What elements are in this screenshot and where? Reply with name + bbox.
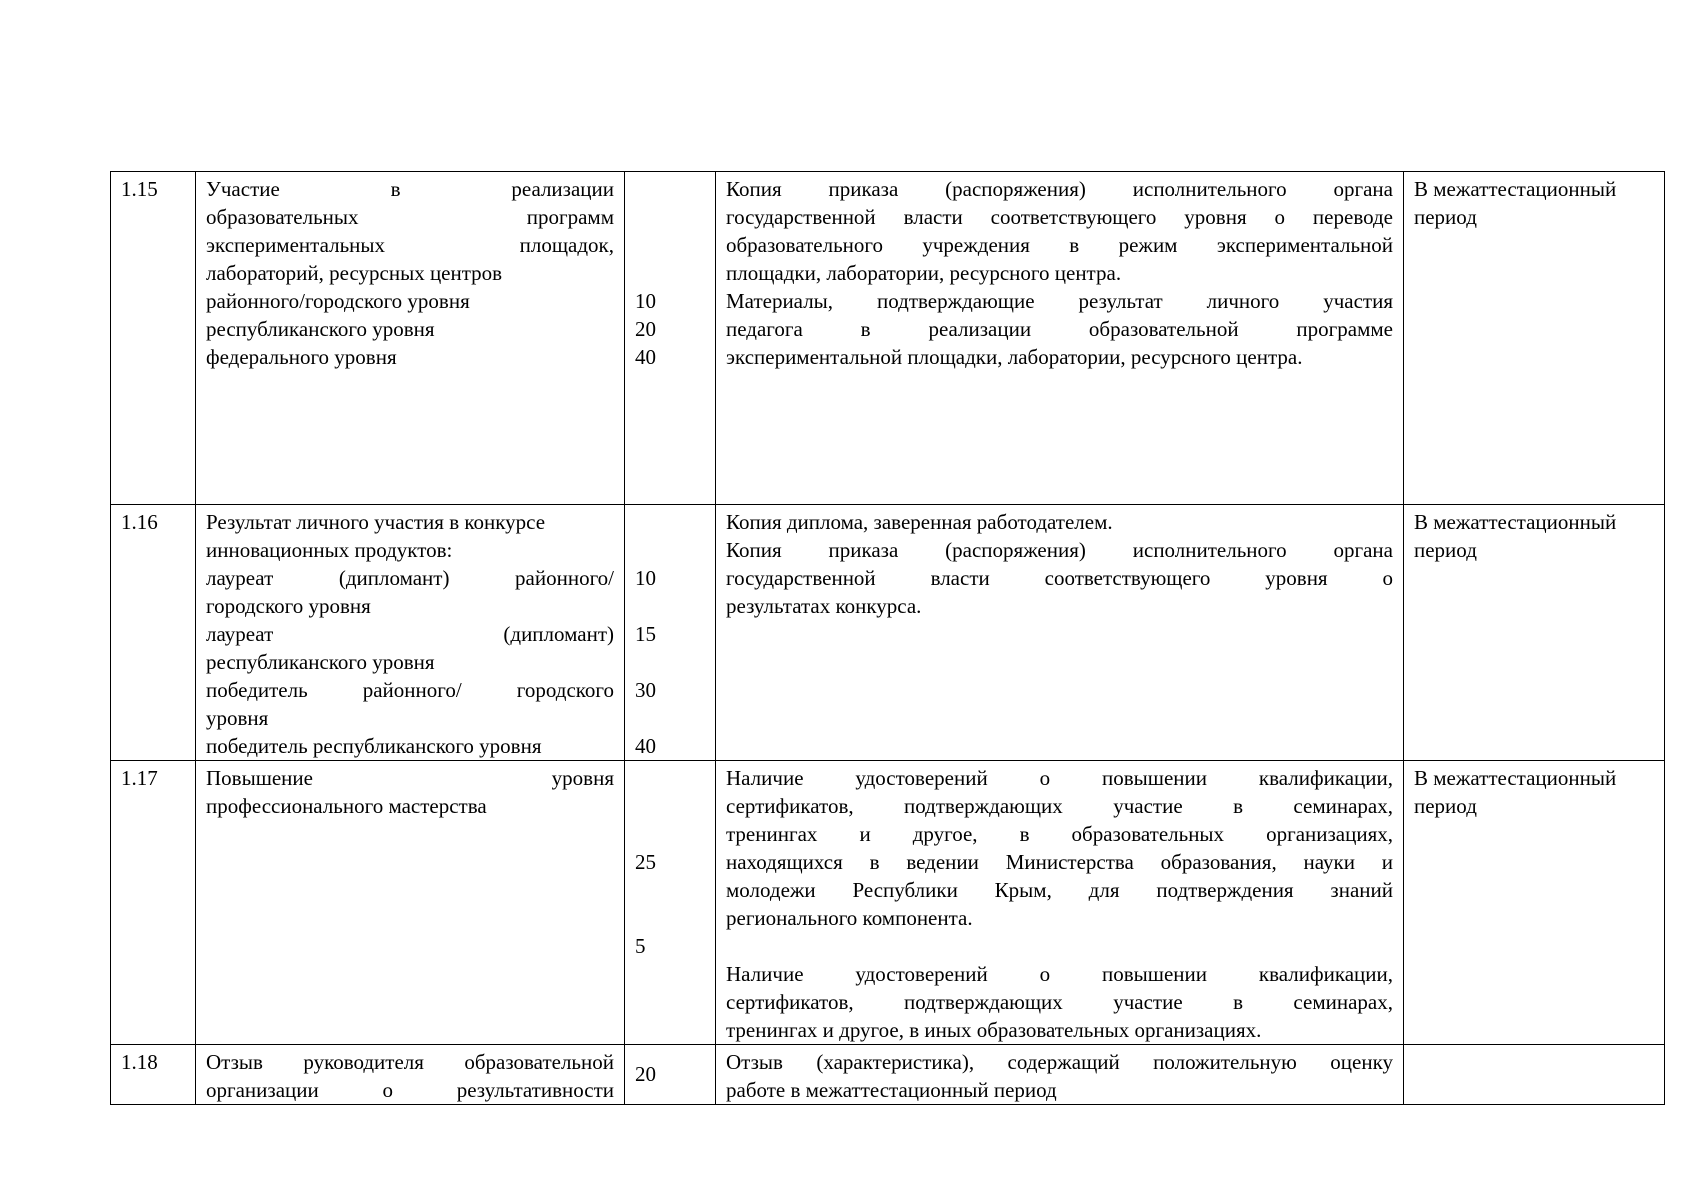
points-cell	[625, 761, 716, 1045]
row-number-cell	[111, 172, 196, 505]
row-number-cell	[111, 505, 196, 761]
period-line: период	[1414, 794, 1477, 818]
criterion-line: инновационных продуктов:	[206, 538, 453, 562]
documents-line: образовательного учреждения в режим экспериментальной	[726, 233, 1393, 257]
documents-line: Копия приказа (распоряжения) исполнительного органа	[726, 538, 1393, 562]
row-number: 1.15	[121, 177, 158, 201]
criterion-cell	[196, 761, 625, 1045]
row-number: 1.18	[121, 1050, 158, 1074]
period-cell	[1404, 505, 1665, 761]
documents-line: результатах конкурса.	[726, 594, 922, 618]
documents-line: экспериментальной площадки, лаборатории, ресурсного центра.	[726, 345, 1303, 369]
table-row	[111, 505, 1665, 761]
criterion-line: федерального уровня	[206, 345, 397, 369]
criterion-line: экспериментальных площадок,	[206, 233, 614, 257]
documents-line: площадки, лаборатории, ресурсного центра.	[726, 261, 1122, 285]
period-line: В межаттестационный	[1414, 766, 1617, 790]
criterion-line: лауреат (дипломант)	[206, 622, 614, 646]
documents-line: Наличие удостоверений о повышении квалификации,	[726, 962, 1393, 986]
documents-line: тренингах и другое, в образовательных организациях,	[726, 822, 1393, 846]
row-number-cell	[111, 1045, 196, 1105]
points-line	[635, 508, 705, 536]
documents-line: Отзыв (характеристика), содержащий положительную оценку	[726, 1050, 1393, 1074]
criterion-line: победитель районного/ городского	[206, 678, 614, 702]
criterion-line: Результат личного участия в конкурсе	[206, 510, 546, 534]
points-cell	[625, 505, 716, 761]
row-number: 1.16	[121, 510, 158, 534]
table-row	[111, 172, 1665, 505]
documents-line: Копия приказа (распоряжения) исполнительного органа	[726, 177, 1393, 201]
period-line: период	[1414, 538, 1477, 562]
criterion-line: районного/городского уровня	[206, 289, 470, 313]
criterion-line: Отзыв руководителя образовательной	[206, 1050, 614, 1074]
criterion-cell	[196, 505, 625, 761]
criterion-line: образовательных программ	[206, 205, 614, 229]
documents-line: Материалы, подтверждающие результат личного участия	[726, 289, 1393, 313]
criterion-cell	[196, 172, 625, 505]
documents-line: сертификатов, подтверждающих участие в семинарах,	[726, 990, 1393, 1014]
period-cell	[1404, 1045, 1665, 1105]
documents-line: находящихся в ведении Министерства образования, науки и	[726, 850, 1393, 874]
points-value: 25	[635, 850, 656, 874]
documents-line: работе в межаттестационный период	[726, 1078, 1057, 1102]
documents-line: тренингах и другое, в иных образовательных организациях.	[726, 1018, 1262, 1042]
documents-line: государственной власти соответствующего уровня о	[726, 566, 1393, 590]
documents-line: сертификатов, подтверждающих участие в семинарах,	[726, 794, 1393, 818]
row-number: 1.17	[121, 766, 158, 790]
criterion-line: лауреат (дипломант) районного/	[206, 566, 614, 590]
criterion-line: уровня	[206, 706, 269, 730]
documents-cell	[716, 761, 1404, 1045]
criterion-line: победитель республиканского уровня	[206, 734, 542, 758]
criterion-line: республиканского уровня	[206, 650, 435, 674]
points-line	[635, 536, 705, 564]
points-value: 40	[635, 345, 656, 369]
points-cell	[625, 1045, 716, 1105]
points-cell	[625, 172, 716, 505]
points-line	[635, 203, 705, 231]
points-line	[635, 175, 705, 203]
documents-cell	[716, 172, 1404, 505]
points-value: 30	[635, 678, 656, 702]
table-row	[111, 761, 1665, 1045]
points-value: 15	[635, 622, 656, 646]
points-line	[635, 231, 705, 259]
documents-cell	[716, 505, 1404, 761]
period-line: период	[1414, 205, 1477, 229]
points-line	[635, 648, 705, 676]
documents-line: педагога в реализации образовательной программе	[726, 317, 1393, 341]
documents-cell	[716, 1045, 1404, 1105]
documents-line: Копия диплома, заверенная работодателем.	[726, 510, 1113, 534]
points-value: 5	[635, 934, 646, 958]
period-line: В межаттестационный	[1414, 510, 1617, 534]
documents-line: государственной власти соответствующего уровня о переводе	[726, 205, 1393, 229]
criterion-line: лабораторий, ресурсных центров	[206, 261, 503, 285]
points-line	[635, 259, 705, 287]
criterion-line: городского уровня	[206, 594, 371, 618]
points-value: 20	[635, 317, 656, 341]
criterion-line: республиканского уровня	[206, 317, 435, 341]
criterion-line: Участие в реализации	[206, 177, 614, 201]
points-value: 10	[635, 289, 656, 313]
period-cell	[1404, 172, 1665, 505]
points-value: 40	[635, 734, 656, 758]
documents-line: Наличие удостоверений о повышении квалификации,	[726, 766, 1393, 790]
documents-line	[726, 932, 1393, 960]
criterion-line: профессионального мастерства	[206, 794, 487, 818]
criterion-cell	[196, 1045, 625, 1105]
points-line	[635, 764, 705, 792]
points-line	[635, 820, 705, 848]
points-line	[635, 592, 705, 620]
points-line	[635, 904, 705, 932]
points-value: 20	[635, 1062, 656, 1086]
table-row	[111, 1045, 1665, 1105]
points-line	[635, 792, 705, 820]
criterion-line: Повышение уровня	[206, 766, 614, 790]
period-line: В межаттестационный	[1414, 177, 1617, 201]
points-line	[635, 704, 705, 732]
period-cell	[1404, 761, 1665, 1045]
documents-line: молодежи Республики Крым, для подтверждения знаний	[726, 878, 1393, 902]
points-line	[635, 876, 705, 904]
row-number-cell	[111, 761, 196, 1045]
criterion-line: организации о результативности	[206, 1078, 614, 1102]
points-value: 10	[635, 566, 656, 590]
documents-line: регионального компонента.	[726, 906, 973, 930]
criteria-table	[110, 171, 1665, 1105]
